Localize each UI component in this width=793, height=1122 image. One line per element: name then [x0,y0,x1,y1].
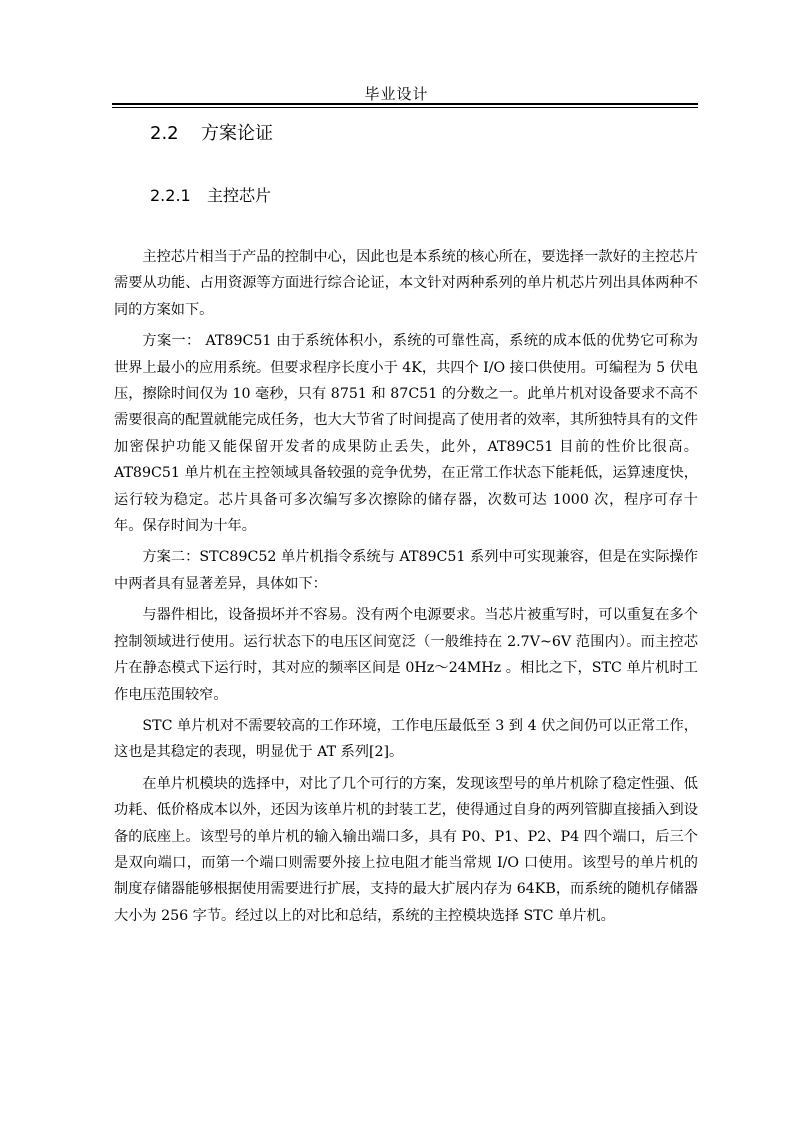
header-rule-thin [112,107,698,108]
page-header-title: 毕业设计 [364,85,429,103]
subsection-number: 2.2.1 [150,186,191,205]
paragraph-conclusion: 在单片机模块的选择中，对比了几个可行的方案，发现该型号的单片机除了稳定性强、低功耗、低价格成本以外，还因为该单片机的封装工艺，使得通过自身的两列管脚直接插入到设备的底座上。该型号的单片机的输入输出端口多，具有 P0、P1、P2、P4 四个端口，后三个是双向端口，而第一个端口则需要外接上拉电阻才能当常规 I/O 口使用。该型号的单片机的制度存储器能够根据使用需要进行扩展，支持的最大扩展内存为 64KB，而系统的随机存储器大小为 256 字节。经过以上的对比和总结，系统的主控模块选择 STC 单片机。 [114,775,698,924]
paragraph-stc-advantage: STC 单片机对不需要较高的工作环境，工作电压最低至 3 到 4 伏之间仍可以正常工作，这也是其稳定的表现，明显优于 AT 系列[2]。 [114,717,698,761]
body-text [114,244,698,934]
subsection-title: 主控芯片 [207,186,272,205]
paragraph-plan-two: 方案二：STC89C52 单片机指令系统与 AT89C51 系列中可实现兼容，但是在实际操作中两者具有显著差异，具体如下： [114,549,698,592]
subsection-heading [150,184,271,208]
header-rule-thick [112,103,698,105]
paragraph-intro: 主控芯片相当于产品的控制中心，因此也是本系统的核心所在，要选择一款好的主控芯片需要从功能、占用资源等方面进行综合论证，本文针对两种系列的单片机芯片列出具体两种不同的方案如下。 [114,249,698,318]
paragraph-comparison: 与器件相比，设备损坏并不容易。没有两个电源要求。当芯片被重写时，可以重复在多个控制领域进行使用。运行状态下的电压区间宽泛（一般维持在 2.7V~6V 范围内）。而主控芯片在静态模式下运行时，其对应的频率区间是 0Hz～24MHz 。相比之下，STC 单片机时工作电压范围较窄。 [114,607,698,703]
section-title: 方案论证 [201,123,273,144]
section-heading [150,121,273,147]
section-number: 2.2 [150,123,179,144]
paragraph-plan-one: 方案一： AT89C51 由于系统体积小，系统的可靠性高，系统的成本低的优势它可称为世界上最小的应用系统。但要求程序长度小于 4K，共四个 I/O 接口供使用。可编程为 5 伏电压，擦除时间仅为 10 毫秒，只有 8751 和 87C51 的分数之一。此单片机对设备要求不高不需要很高的配置就能完成任务，也大大节省了时间提高了使用者的效率，其所独特具有的文件加密保护功能又能保留开发者的成果防止丢失，此外，AT89C51 目前的性价比很高。 AT89C51 单片机在主控领域具备较强的竞争优势，在正常工作状态下能耗低，运算速度快，运行较为稳定。芯片具备可多次编写多次擦除的储存器，次数可达 1000 次，程序可存十年。保存时间为十年。 [114,333,698,535]
